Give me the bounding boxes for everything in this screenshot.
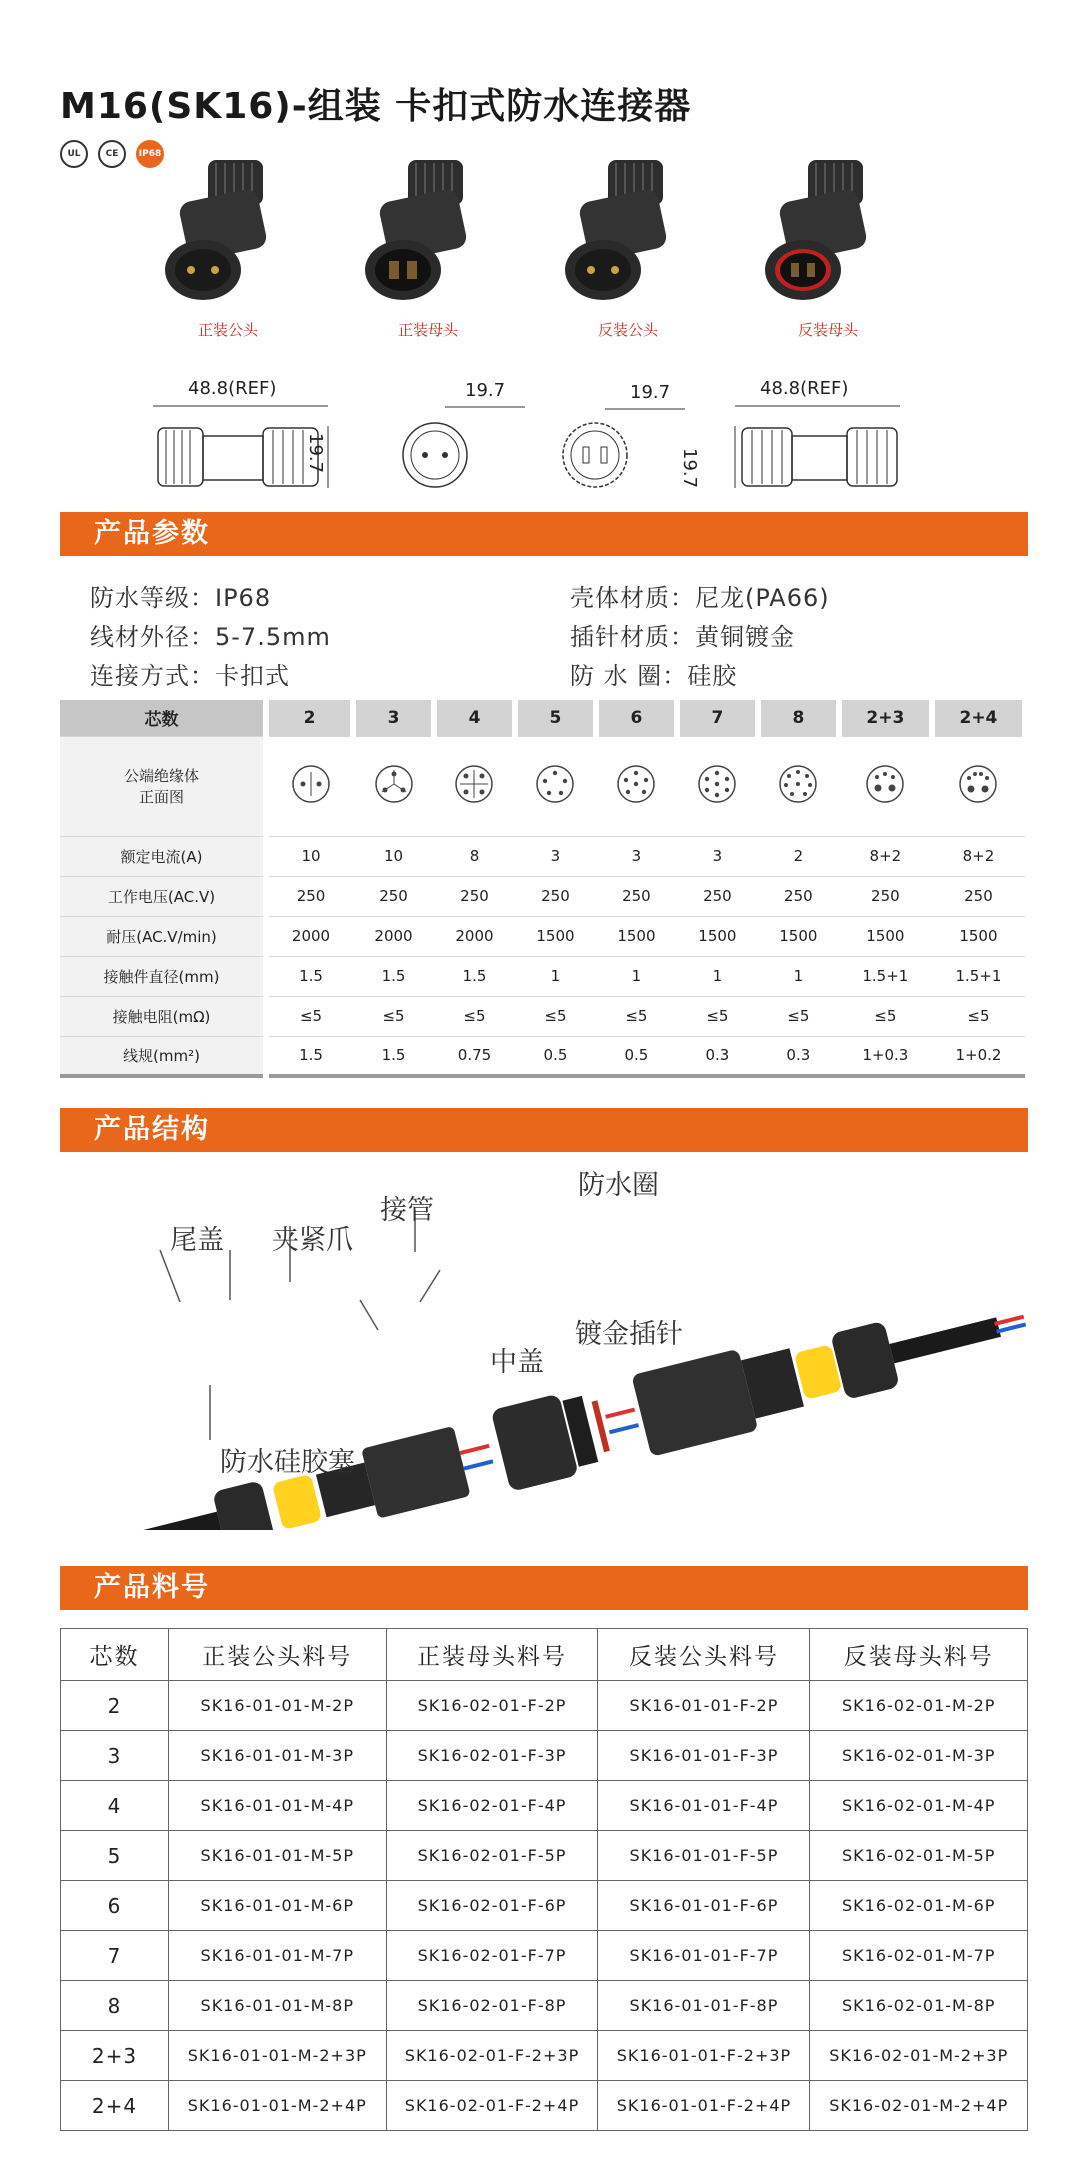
callout-tail-cap: 尾盖 <box>170 1225 224 1256</box>
table-row: 2+4 SK16-01-01-M-2+4P SK16-02-01-F-2+4P SK16-01-01-F-2+4P SK16-02-01-M-2+4P <box>61 2081 1028 2131</box>
product-label: 反装母头 <box>797 321 858 339</box>
table-row: 6 SK16-01-01-M-6P SK16-02-01-F-6P SK16-01-01-F-6P SK16-02-01-M-6P <box>61 1881 1028 1931</box>
pin-layout-6-icon <box>616 764 656 804</box>
core-count: 2+3 <box>839 700 932 736</box>
pin-layout-2-4-icon <box>958 764 998 804</box>
connector-female-image <box>353 155 503 305</box>
pin-layout-4-icon <box>454 764 494 804</box>
spec-row: 线规(mm²) 1.5 1.5 0.75 0.5 0.5 0.3 0.3 1+0.3 1+0.2 <box>60 1036 1025 1076</box>
product-label: 反装公头 <box>597 321 658 339</box>
ul-cert-icon: UL <box>60 140 88 168</box>
height-dimension: 19.7 <box>679 448 700 489</box>
diameter-dimension: 19.7 <box>465 380 506 401</box>
callout-silicone-plug: 防水硅胶塞 <box>220 1447 355 1478</box>
section-header-partnumbers: 产品料号 <box>60 1566 1028 1610</box>
spec-header-row <box>60 700 1025 736</box>
core-count: 2+4 <box>932 700 1025 736</box>
core-count: 3 <box>353 700 434 736</box>
icon-row-label: 公端绝缘体 正面图 <box>60 736 266 836</box>
ce-cert-icon: CE <box>98 140 126 168</box>
connector-male-image <box>153 155 303 305</box>
product-female-reverse <box>728 155 928 340</box>
table-row: 7 SK16-01-01-M-7P SK16-02-01-F-7P SK16-01-01-F-7P SK16-02-01-M-7P <box>61 1931 1028 1981</box>
product-male-forward <box>128 155 328 340</box>
table-row: 8 SK16-01-01-M-8P SK16-02-01-F-8P SK16-01-01-F-8P SK16-02-01-M-8P <box>61 1981 1028 2031</box>
core-count: 6 <box>596 700 677 736</box>
core-count: 4 <box>434 700 515 736</box>
table-row: 4 SK16-01-01-M-4P SK16-02-01-F-4P SK16-01-01-F-4P SK16-02-01-M-4P <box>61 1781 1028 1831</box>
part-header-row: 芯数 正装公头料号 正装母头料号 反装公头料号 反装母头料号 <box>61 1629 1028 1681</box>
product-label: 正装公头 <box>197 321 258 339</box>
param-pin-material: 插针材质：黄铜镀金 <box>570 623 795 651</box>
section-header-params: 产品参数 <box>60 512 1028 556</box>
spec-icon-row <box>60 736 1025 836</box>
part-number-table <box>60 1628 1028 2131</box>
table-row: 5 SK16-01-01-M-5P SK16-02-01-F-5P SK16-01-01-F-5P SK16-02-01-M-5P <box>61 1831 1028 1881</box>
param-cable-od: 线材外径：5-7.5mm <box>90 623 331 651</box>
pin-layout-7-icon <box>697 764 737 804</box>
param-shell-material: 壳体材质：尼龙(PA66) <box>570 584 830 612</box>
core-count: 7 <box>677 700 758 736</box>
pin-layout-8-icon <box>778 764 818 804</box>
page-title: M16(SK16)-组装 卡扣式防水连接器 <box>60 86 692 127</box>
pin-layout-3-icon <box>374 764 414 804</box>
product-female-forward <box>328 155 528 340</box>
core-count: 8 <box>758 700 839 736</box>
param-connection: 连接方式：卡扣式 <box>90 662 290 690</box>
spec-row: 接触件直径(mm) 1.5 1.5 1.5 1 1 1 1 1.5+1 1.5+1 <box>60 956 1025 996</box>
table-row: 3 SK16-01-01-M-3P SK16-02-01-F-3P SK16-01-01-F-3P SK16-02-01-M-3P <box>61 1731 1028 1781</box>
ip68-cert-icon: IP68 <box>136 140 164 168</box>
spec-table <box>60 700 1028 1078</box>
param-waterproof: 防水等级：IP68 <box>90 584 272 612</box>
param-seal: 防 水 圈：硅胶 <box>570 662 738 690</box>
product-male-reverse <box>528 155 728 340</box>
side-outline-drawing <box>730 398 920 498</box>
callout-seal-ring: 防水圈 <box>578 1170 659 1201</box>
callout-sleeve: 接管 <box>380 1195 434 1226</box>
length-dimension: 48.8(REF) <box>188 378 277 399</box>
connector-female-reverse-image <box>753 155 903 305</box>
spec-row: 工作电压(AC.V) 250 250 250 250 250 250 250 250 250 <box>60 876 1025 916</box>
diameter-dimension: 19.7 <box>630 382 671 403</box>
spec-header-label: 芯数 <box>60 700 266 736</box>
core-count: 5 <box>515 700 596 736</box>
table-row: 2 SK16-01-01-M-2P SK16-02-01-F-2P SK16-01-01-F-2P SK16-02-01-M-2P <box>61 1681 1028 1731</box>
callout-clamp: 夹紧爪 <box>272 1225 353 1256</box>
spec-row: 额定电流(A) 10 10 8 3 3 3 2 8+2 8+2 <box>60 836 1025 876</box>
connector-male-reverse-image <box>553 155 703 305</box>
table-row: 2+3 SK16-01-01-M-2+3P SK16-02-01-F-2+3P SK16-01-01-F-2+3P SK16-02-01-M-2+3P <box>61 2031 1028 2081</box>
spec-row: 耐压(AC.V/min) 2000 2000 2000 1500 1500 1500 1500 1500 1500 <box>60 916 1025 956</box>
pin-layout-5-icon <box>535 764 575 804</box>
face-outline-drawing <box>395 395 545 505</box>
length-dimension: 48.8(REF) <box>760 378 849 399</box>
product-label: 正装母头 <box>397 321 458 339</box>
spec-row: 接触电阻(mΩ) ≤5 ≤5 ≤5 ≤5 ≤5 ≤5 ≤5 ≤5 ≤5 <box>60 996 1025 1036</box>
callout-gold-pin: 镀金插针 <box>575 1319 683 1350</box>
callout-middle-cap: 中盖 <box>490 1347 544 1378</box>
height-dimension: 19.7 <box>305 433 326 474</box>
pin-layout-2-3-icon <box>865 764 905 804</box>
section-header-structure: 产品结构 <box>60 1108 1028 1152</box>
pin-layout-2-icon <box>291 764 331 804</box>
core-count: 2 <box>266 700 353 736</box>
